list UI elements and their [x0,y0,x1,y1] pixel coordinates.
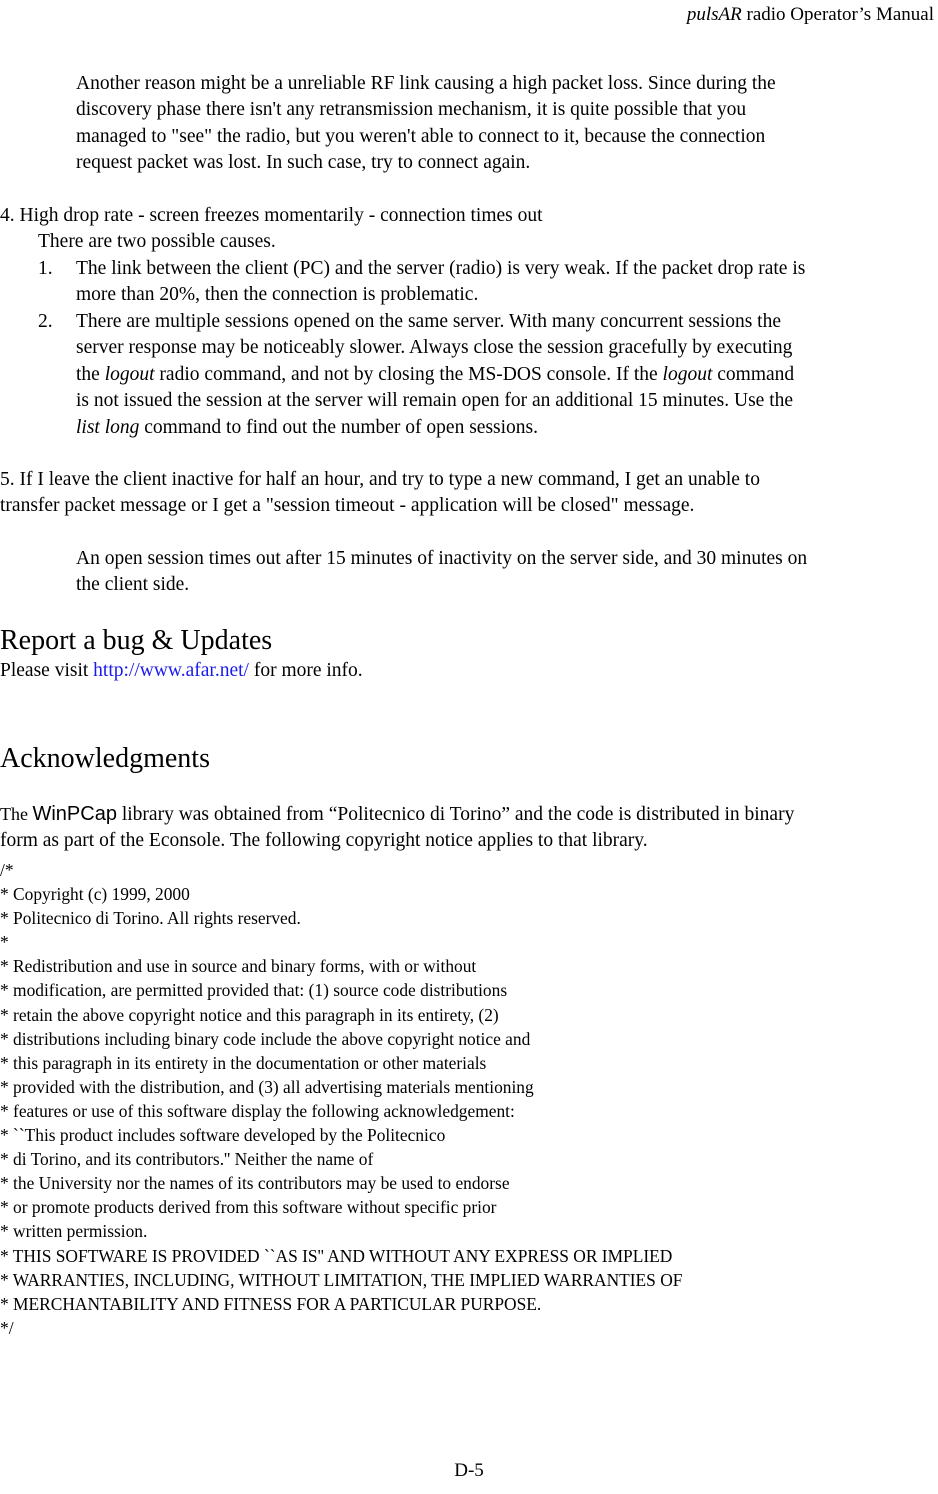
page-number: D-5 [454,1460,484,1481]
cause-line: is not issued the session at the server will remain open for an additional 15 minutes. Use the [76,390,794,412]
cause-line: There are multiple sessions opened on the same server. With many concurrent sessions the [76,311,781,332]
list-long-command: list long [76,416,140,438]
item4-heading-text: 4. High drop rate - screen freezes momentarily - connection times out [0,205,543,226]
ack-text-fragment: library was obtained from “Politecnico di Torino” and the code is distributed in binary [116,804,795,825]
license-line: * retain the above copyright notice and this paragraph in its entirety, (2) [0,1004,499,1025]
license-line: * WARRANTIES, INCLUDING, WITHOUT LIMITATION, THE IMPLIED WARRANTIES OF [0,1269,683,1290]
license-line: * written permission. [0,1221,148,1242]
report-text-after: for more info. [248,660,363,681]
license-line: * di Torino, and its contributors.'' Neither the name of [0,1149,374,1170]
cause-number: 1. [38,258,53,279]
intro-line: Another reason might be a unreliable RF link causing a high packet loss. Since during the [76,73,776,94]
license-notice [0,858,938,1340]
item5-answer [76,546,938,599]
license-line: */ [0,1317,14,1338]
cause-line: The link between the client (PC) and the server (radio) is very weak. If the packet drop rate is [76,258,806,279]
cause-text-fragment: the [76,363,105,385]
cause-number: 2. [38,311,53,332]
license-line: * the University nor the names of its contributors may be used to endorse [0,1173,510,1194]
report-text-before: Please visit [0,660,94,681]
item5-question-line: transfer packet message or I get a "session timeout - application will be closed" message. [0,495,695,517]
license-line: * MERCHANTABILITY AND FITNESS FOR A PARTICULAR PURPOSE. [0,1293,542,1314]
cause-text-fragment: command [712,363,795,385]
cause-line [76,362,938,388]
acknowledgments-heading: Acknowledgments [0,743,210,774]
report-line [0,658,938,684]
license-line: * modification, are permitted provided that: (1) source code distributions [0,980,508,1001]
cause-text-fragment: command to find out the number of open sessions. [139,416,538,438]
license-line: * Redistribution and use in source and binary forms, with or without [0,956,477,977]
item5-answer-line: the client side. [76,574,190,596]
license-line: * features or use of this software display the following acknowledgement: [0,1100,515,1121]
cause-text-fragment: radio command, and not by closing the MS-DOS console. If the [154,363,663,385]
report-heading: Report a bug & Updates [0,625,273,656]
cause-line: more than 20%, then the connection is problematic. [76,284,479,306]
license-line: * or promote products derived from this software without specific prior [0,1197,497,1218]
intro-line: managed to "see" the radio, but you weren't able to connect to it, because the connection [76,125,766,147]
license-line: * provided with the distribution, and (3) all advertising materials mentioning [0,1076,534,1097]
cause-text [76,256,938,309]
license-line: * this paragraph in its entirety in the documentation or other materials [0,1052,487,1073]
header-product-name: pulsAR [686,4,742,25]
license-line: * Copyright (c) 1999, 2000 [0,884,190,905]
cause-line: server response may be noticeably slower. Always close the session gracefully by executing [76,337,793,359]
report-text [0,658,938,684]
ack-line [0,801,938,828]
license-line: * [0,932,9,953]
license-line: /* [0,860,14,880]
cause-text [76,309,938,441]
item5-answer-line: An open session times out after 15 minutes of inactivity on the server side, and 30 minutes on [76,548,808,569]
license-line: * distributions including binary code include the above copyright notice and [0,1028,531,1049]
license-line: * THIS SOFTWARE IS PROVIDED ``AS IS'' AND WITHOUT ANY EXPRESS OR IMPLIED [0,1245,673,1266]
cause-line [76,415,938,441]
ack-line: form as part of the Econsole. The following copyright notice applies to that library. [0,830,648,852]
afar-website-link[interactable]: http://www.afar.net/ [93,660,249,681]
intro-line: discovery phase there isn't any retransmission mechanism, it is quite possible that you [76,99,747,121]
item4-subheading-text: There are two possible causes. [38,231,276,252]
item5-question [0,467,938,520]
item4-subheading [38,229,938,255]
header-title-rest: radio Operator’s Manual [741,4,934,25]
ack-text-fragment: The [0,804,33,824]
intro-line: request packet was lost. In such case, try to connect again. [76,152,531,174]
license-line: * ``This product includes software developed by the Politecnico [0,1125,446,1146]
running-header [687,3,934,27]
logout-command: logout [104,363,155,385]
logout-command: logout [662,363,713,385]
license-line: * Politecnico di Torino. All rights reserved. [0,908,301,929]
intro-paragraph [76,71,938,177]
winpcap-name: WinPCap [32,803,117,825]
acknowledgments-text [0,801,938,855]
item5-question-line: 5. If I leave the client inactive for half an hour, and try to type a new command, I get an unable to [0,469,760,490]
item4-heading [0,203,938,229]
